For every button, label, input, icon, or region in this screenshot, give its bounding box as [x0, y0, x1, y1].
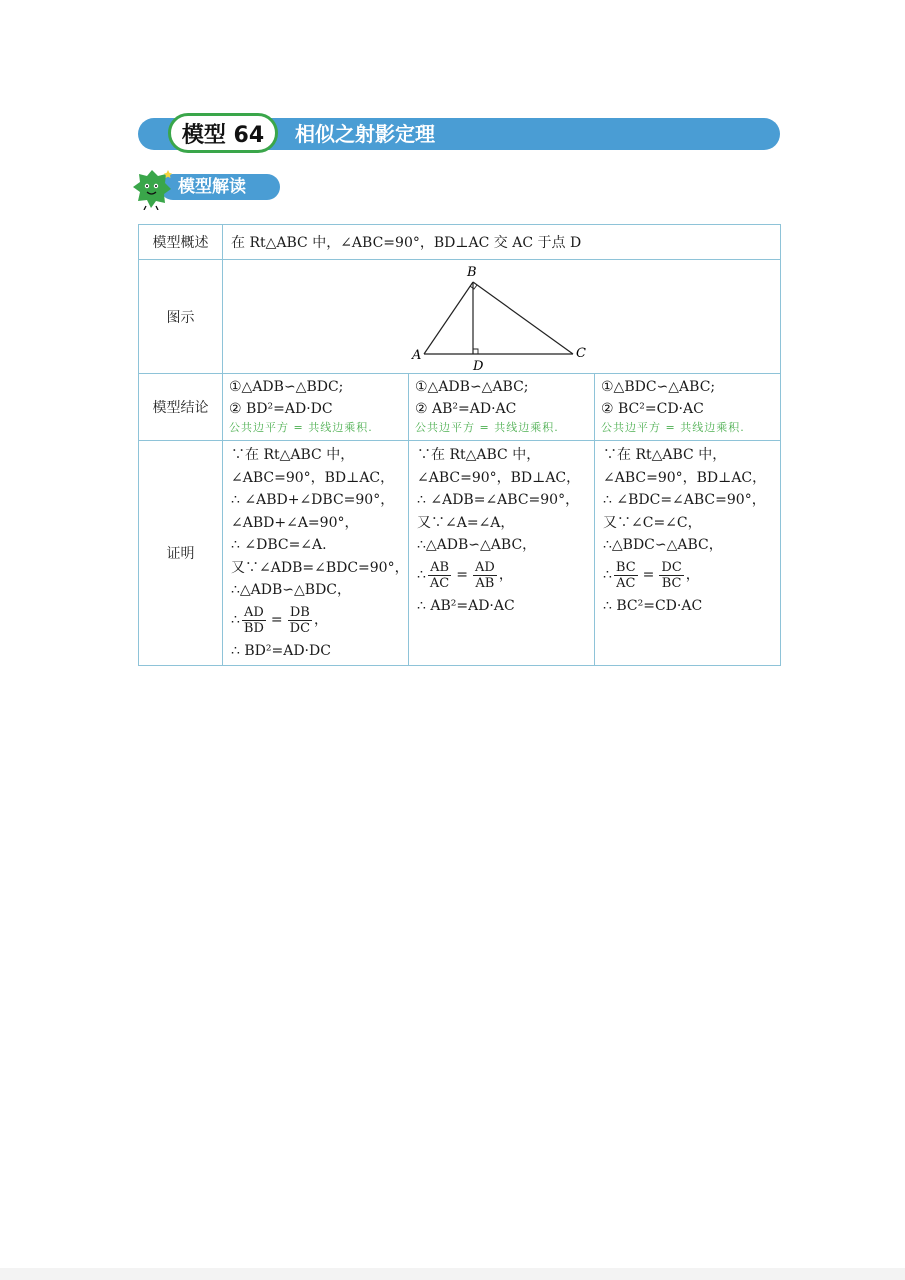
right-angle-mark-d: [473, 349, 478, 354]
section-label: 模型解读: [178, 177, 246, 197]
proof-line: ∵在 Rt△ABC 中，: [603, 447, 727, 463]
conclusion-note: 公共边平方 = 共线边乘积.: [601, 421, 745, 434]
row-head-overview: 模型概述: [139, 225, 223, 260]
row-figure: [139, 260, 781, 374]
numerator: AD: [244, 605, 264, 620]
fraction-left: [614, 560, 638, 591]
proof-line: ∴△ADB∽△ABC，: [417, 537, 537, 553]
proof-line: ∴ BD²=AD·DC: [231, 642, 331, 659]
conclusion-line: ①△ADB∽△ABC;: [415, 379, 529, 395]
model-table: [138, 224, 781, 666]
proof-col-1: [223, 441, 409, 666]
denominator: BC: [661, 576, 682, 591]
model-number-badge: 模型 64: [168, 113, 278, 153]
row-proof: [139, 441, 781, 666]
conclusion-line: ①△BDC∽△ABC;: [601, 379, 716, 395]
conclusion-col-1: [223, 374, 409, 441]
proof-fraction-line: [231, 602, 400, 640]
row-overview: [139, 225, 781, 260]
fraction-right: [659, 560, 683, 591]
conclusion-line: ② BD²=AD·DC: [229, 401, 333, 417]
fraction-right: [288, 605, 312, 636]
proof-line: 又∵∠ADB=∠BDC=90°，: [231, 559, 409, 576]
fraction-right: [473, 560, 497, 591]
page-title: 相似之射影定理: [295, 122, 435, 146]
proof-line: ∴△ADB∽△BDC，: [231, 582, 352, 598]
denominator: AC: [429, 576, 450, 591]
conclusion-note: 公共边平方 = 共线边乘积.: [415, 421, 559, 434]
proof-fraction-line: [417, 557, 586, 595]
proof-line: ∵在 Rt△ABC 中，: [231, 447, 355, 463]
page-bottom-strip: [0, 1268, 905, 1280]
denominator: AC: [616, 576, 636, 591]
proof-line: 又∵∠C=∠C，: [603, 514, 702, 531]
numerator: AD: [475, 560, 495, 575]
comma: ，: [498, 567, 513, 584]
equals-sign: =: [270, 612, 283, 629]
denominator: DC: [289, 621, 311, 636]
therefore-symbol: ∴: [417, 567, 426, 584]
green-leaf-mascot-icon: [132, 168, 172, 210]
row-conclusion: [139, 374, 781, 441]
label-d: D: [473, 359, 484, 373]
proof-line: ∵在 Rt△ABC 中，: [417, 447, 541, 463]
proof-line: ∴△BDC∽△ABC，: [603, 537, 723, 553]
conclusion-note: 公共边平方 = 共线边乘积.: [229, 421, 373, 434]
row-head-proof: 证明: [139, 441, 223, 666]
proof-line: ∴ ∠DBC=∠A.: [231, 537, 327, 553]
row-head-figure: 图示: [139, 260, 223, 374]
proof-line: ∠ABC=90°，BD⊥AC，: [603, 469, 767, 486]
segment-ab: [424, 282, 473, 354]
proof-line: ∴ AB²=AD·AC: [417, 597, 515, 614]
fraction-left: [242, 605, 266, 636]
proof-line: ∴ ∠BDC=∠ABC=90°，: [603, 492, 766, 508]
proof-line: ∴ BC²=CD·AC: [603, 597, 703, 614]
label-a: A: [412, 348, 422, 363]
proof-col-2: [409, 441, 595, 666]
fraction-left: [428, 560, 451, 591]
conclusion-line: ② AB²=AD·AC: [415, 401, 517, 417]
conclusion-col-2: [409, 374, 595, 441]
proof-line: 又∵∠A=∠A，: [417, 514, 515, 531]
denominator: BD: [243, 621, 264, 636]
numerator: BC: [615, 560, 636, 575]
numerator: DB: [289, 605, 310, 620]
conclusion-line: ② BC²=CD·AC: [601, 401, 704, 417]
overview-text: 在 Rt△ABC 中，∠ABC=90°，BD⊥AC 交 AC 于点 D: [223, 225, 781, 260]
numerator: DC: [661, 560, 682, 575]
proof-line: ∠ABC=90°，BD⊥AC，: [231, 469, 395, 486]
conclusion-line: ①△ADB∽△BDC;: [229, 379, 344, 395]
equals-sign: =: [642, 567, 655, 584]
equals-sign: =: [456, 567, 468, 584]
proof-line: ∠ABD+∠A=90°，: [231, 514, 359, 531]
numerator: AB: [430, 560, 450, 575]
therefore-symbol: ∴: [603, 567, 612, 584]
right-triangle-diagram: [223, 260, 779, 373]
denominator: AB: [475, 576, 495, 591]
label-c: C: [576, 346, 586, 361]
row-head-conclusion: 模型结论: [139, 374, 223, 441]
proof-line: ∴ ∠ABD+∠DBC=90°，: [231, 492, 395, 508]
proof-col-3: [595, 441, 781, 666]
therefore-symbol: ∴: [231, 612, 240, 629]
proof-line: ∴ ∠ADB=∠ABC=90°，: [417, 492, 580, 508]
proof-fraction-line: [603, 557, 772, 595]
proof-line: ∠ABC=90°，BD⊥AC，: [417, 469, 581, 486]
comma: ，: [685, 567, 700, 584]
segment-bc: [473, 282, 573, 354]
figure-cell: [223, 260, 781, 374]
label-b: B: [467, 265, 477, 280]
conclusion-col-3: [595, 374, 781, 441]
comma: ，: [314, 612, 329, 629]
